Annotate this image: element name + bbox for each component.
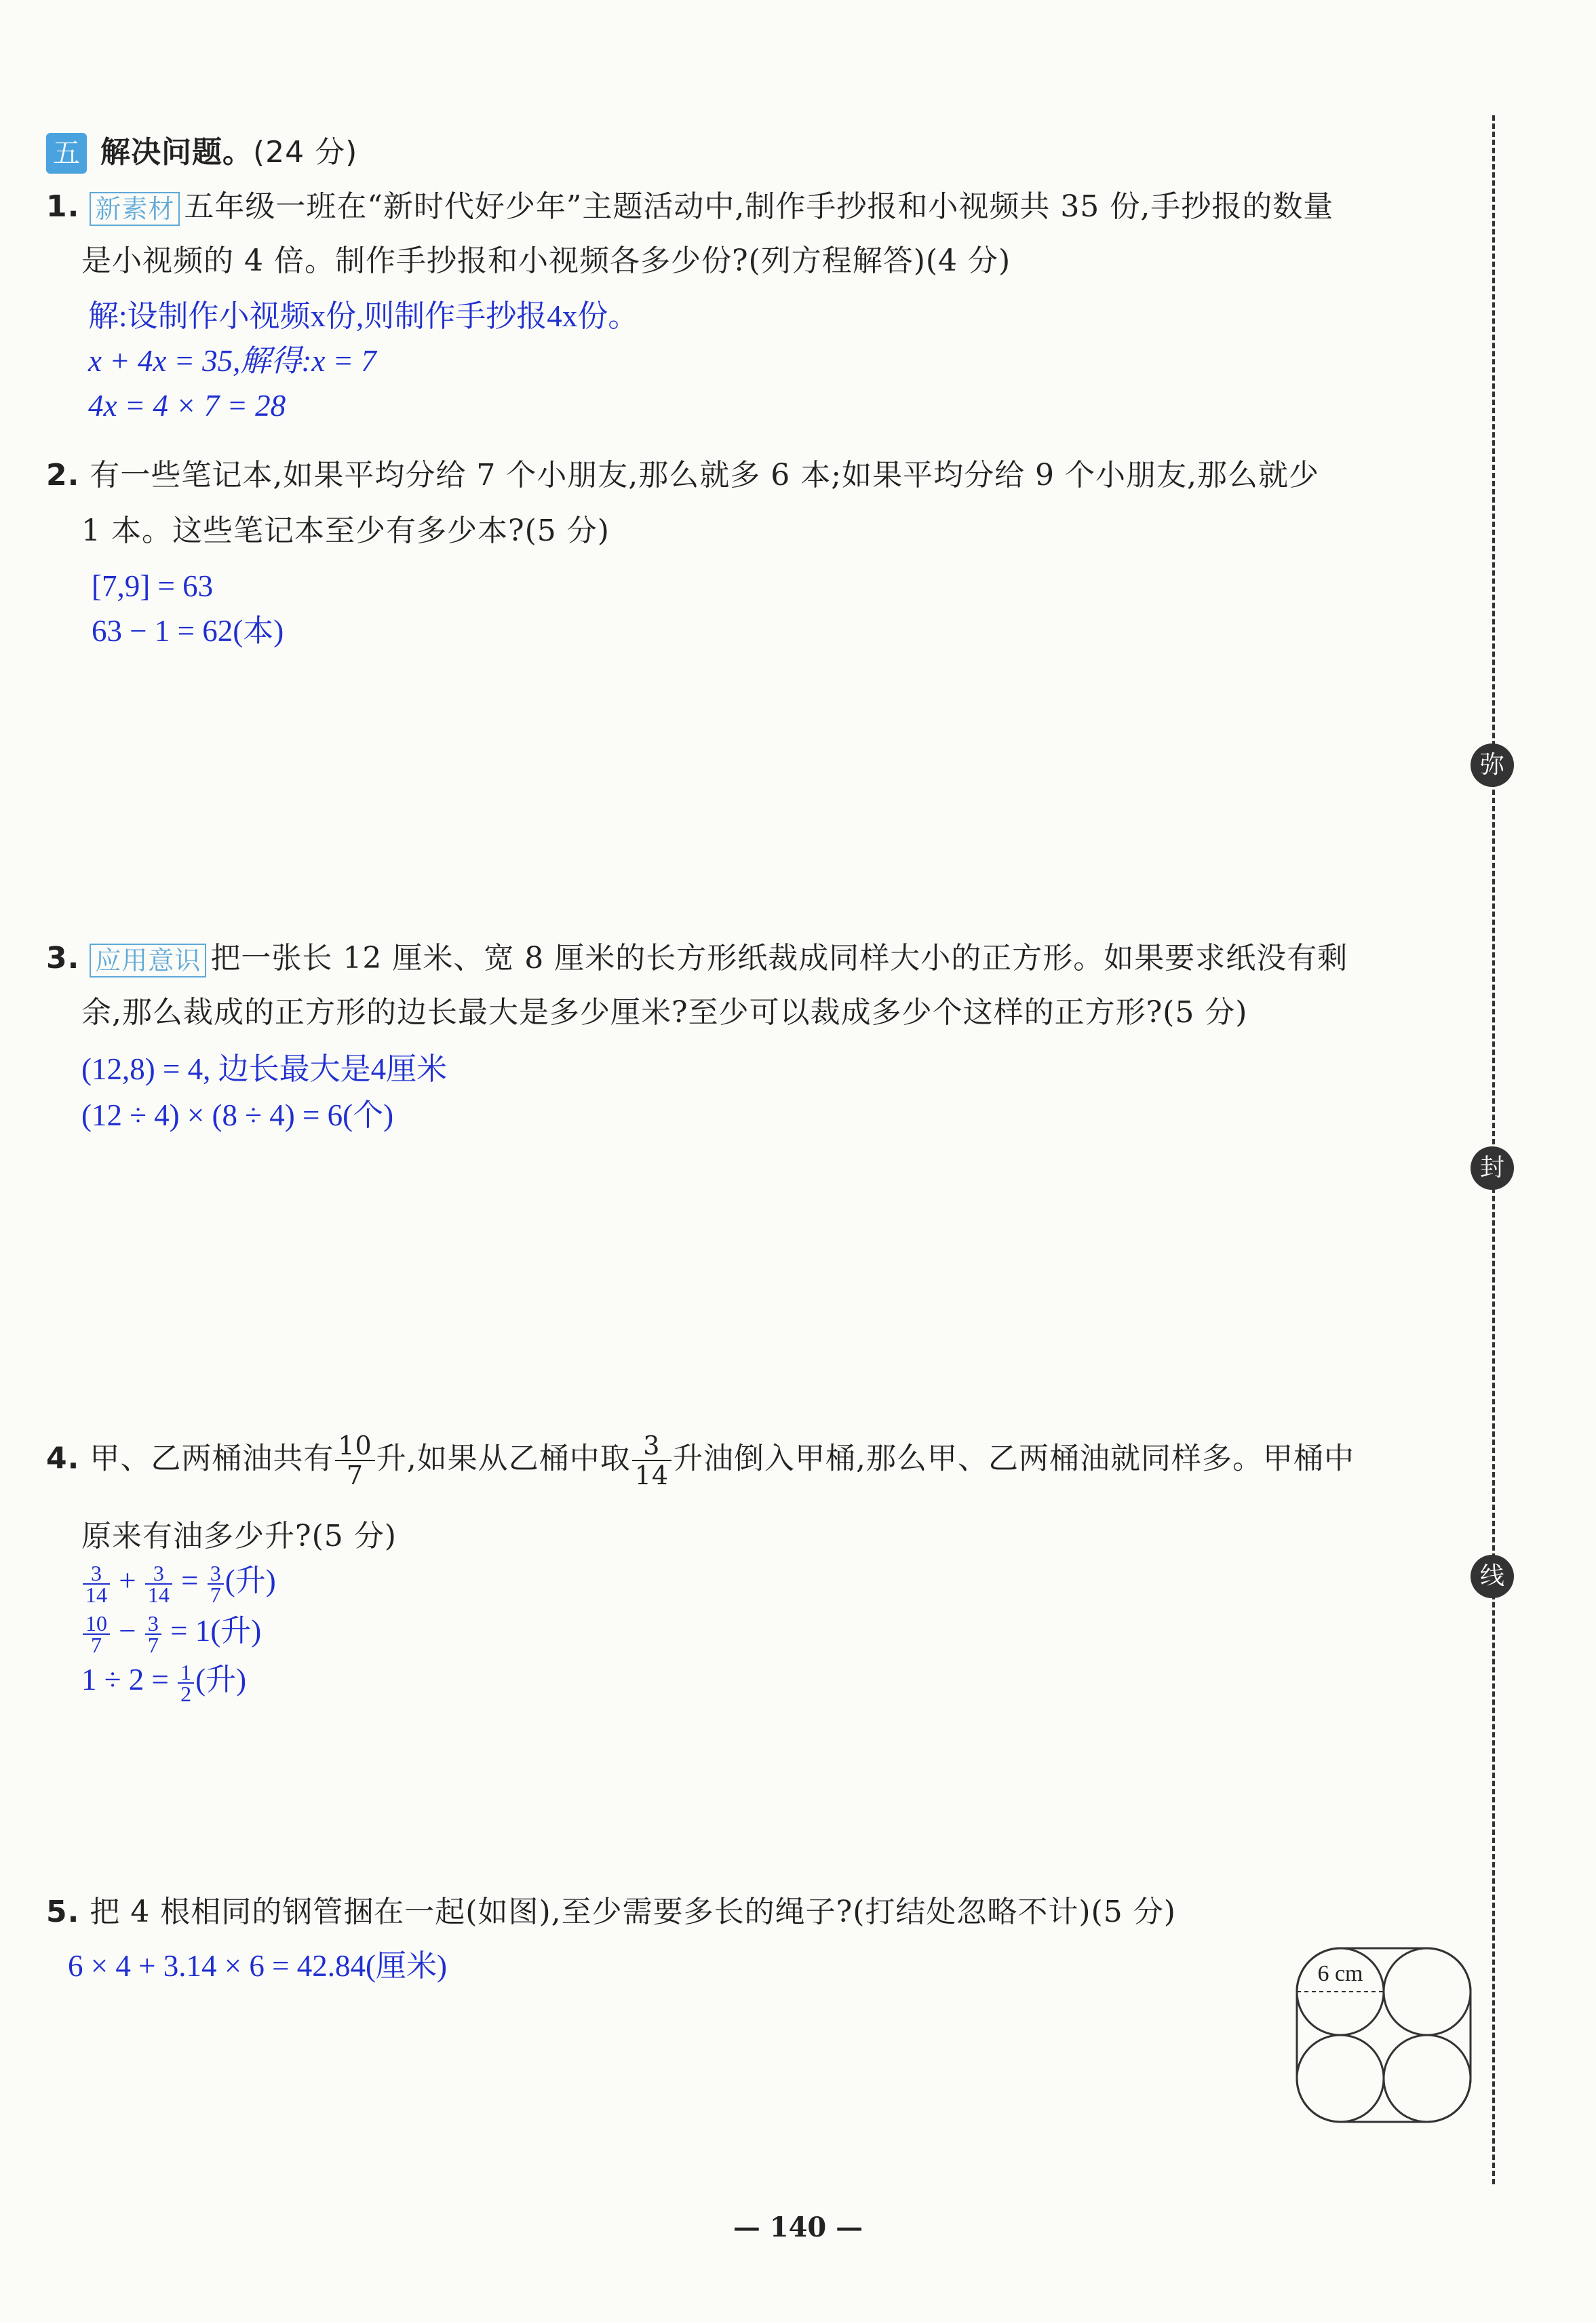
answer-4-line-1 xyxy=(81,1560,276,1605)
answer-3-line-2: (12 ÷ 4) × (8 ÷ 4) = 6(个) xyxy=(81,1098,394,1132)
question-2-text-2: 1 本。这些笔记本至少有多少本?(5 分) xyxy=(81,514,610,548)
question-3-line-1 xyxy=(46,939,1348,978)
question-1-tag: 新素材 xyxy=(90,192,180,226)
seal-label-1: 弥 xyxy=(1471,743,1514,787)
answer-4-unit: (升) xyxy=(195,1663,247,1697)
answer-2-line-2: 63 − 1 = 62(本) xyxy=(92,614,284,648)
pipe-circle xyxy=(1384,1948,1471,2035)
question-5-line-1 xyxy=(46,1893,1176,1932)
pipe-circle xyxy=(1384,2035,1471,2122)
fraction-denominator: 7 xyxy=(91,1632,102,1657)
section-title-text: 解决问题。 xyxy=(100,135,253,170)
question-4-text-2: 原来有油多少升?(5 分) xyxy=(81,1519,397,1553)
question-3-tag: 应用意识 xyxy=(90,944,206,978)
diameter-label: 6 cm xyxy=(1317,1961,1363,1986)
answer-4-line-2 xyxy=(81,1610,261,1655)
fraction-numerator: 3 xyxy=(208,1563,224,1585)
question-1-text-2: 是小视频的 4 倍。制作手抄报和小视频各多少份?(列方程解答)(4 分) xyxy=(81,244,1011,278)
fraction-numerator: 10 xyxy=(335,1431,374,1461)
pipe-circle xyxy=(1297,2035,1384,2122)
answer-4-line-3 xyxy=(81,1659,246,1704)
fraction-denominator: 14 xyxy=(85,1582,107,1607)
fraction-denominator: 7 xyxy=(210,1582,221,1607)
question-3-text-1: 把一张长 12 厘米、宽 8 厘米的长方形纸裁成同样大小的正方形。如果要求纸没有剩 xyxy=(210,941,1348,975)
answer-2-line-1: [7,9] = 63 xyxy=(92,569,214,603)
seal-label-3: 线 xyxy=(1471,1555,1514,1598)
question-4-number: 4. xyxy=(46,1441,80,1476)
fraction-numerator: 3 xyxy=(632,1431,672,1461)
section-title xyxy=(100,133,357,172)
answer-5-line-1: 6 × 4 + 3.14 × 6 = 42.84(厘米) xyxy=(68,1949,447,1983)
question-4-text-c: 升油倒入甲桶,那么甲、乙两桶油就同样多。甲桶中 xyxy=(673,1441,1355,1476)
question-3-number: 3. xyxy=(46,941,80,975)
answer-4-unit: (升) xyxy=(225,1564,276,1598)
fraction-numerator: 1 xyxy=(178,1662,194,1684)
question-4-text-b: 升,如果从乙桶中取 xyxy=(376,1441,631,1476)
question-2-line-1 xyxy=(46,456,1319,495)
fraction-denominator: 14 xyxy=(147,1582,170,1607)
pipes-figure xyxy=(1289,1940,1479,2123)
answer-4-fraction xyxy=(83,1610,110,1657)
fraction-numerator: 10 xyxy=(83,1613,110,1635)
answer-4-operator: + xyxy=(119,1564,136,1598)
question-4-fraction-1 xyxy=(335,1431,374,1490)
question-1-text-1: 五年级一班在“新时代好少年”主题活动中,制作手抄报和小视频共 35 份,手抄报的数量 xyxy=(184,189,1334,224)
question-1-number: 1. xyxy=(46,189,80,224)
question-3-text-2: 余,那么裁成的正方形的边长最大是多少厘米?至少可以裁成多少个这样的正方形?(5 分) xyxy=(81,995,1248,1030)
fraction-numerator: 3 xyxy=(145,1563,172,1585)
answer-1-line-3: 4x = 4 × 7 = 28 xyxy=(88,389,286,423)
answer-4-fraction xyxy=(83,1560,110,1607)
question-5-number: 5. xyxy=(46,1895,80,1929)
fraction-numerator: 3 xyxy=(83,1563,110,1585)
question-2-text-1: 有一些笔记本,如果平均分给 7 个小朋友,那么就多 6 本;如果平均分给 9 个小朋友,那么就少 xyxy=(90,458,1320,492)
question-4-text-a: 甲、乙两桶油共有 xyxy=(90,1441,334,1476)
question-5-text-1: 把 4 根相同的钢管捆在一起(如图),至少需要多长的绳子?(打结处忽略不计)(5 分) xyxy=(90,1895,1176,1929)
fraction-denominator: 7 xyxy=(346,1460,364,1490)
answer-4-result: = 1(升) xyxy=(170,1614,262,1648)
answer-4-fraction xyxy=(208,1560,224,1607)
answer-1-line-1: 解:设制作小视频x份,则制作手抄报4x份。 xyxy=(88,299,639,333)
fraction-numerator: 3 xyxy=(145,1613,161,1635)
answer-3-line-1: (12,8) = 4, 边长最大是4厘米 xyxy=(81,1052,448,1086)
seal-label-2: 封 xyxy=(1471,1146,1514,1190)
fraction-denominator: 14 xyxy=(634,1460,669,1490)
answer-4-fraction xyxy=(178,1659,194,1706)
question-1-line-1 xyxy=(46,187,1334,227)
question-4-fraction-2 xyxy=(632,1431,672,1490)
question-4-line-1 xyxy=(46,1431,1355,1490)
page-number: — 140 — xyxy=(733,2211,863,2243)
section-score: (24 分) xyxy=(253,135,358,170)
answer-4-fraction xyxy=(145,1610,161,1657)
fraction-denominator: 7 xyxy=(147,1632,159,1657)
question-2-number: 2. xyxy=(46,458,80,492)
answer-4-fraction xyxy=(145,1560,172,1607)
section-badge: 五 xyxy=(46,133,87,174)
fraction-denominator: 2 xyxy=(180,1681,192,1706)
answer-1-line-2: x + 4x = 35,解得:x = 7 xyxy=(88,344,376,378)
answer-4-operator: − xyxy=(119,1614,136,1648)
answer-4-prefix: 1 ÷ 2 = xyxy=(81,1663,169,1697)
answer-4-equals: = xyxy=(181,1564,199,1598)
